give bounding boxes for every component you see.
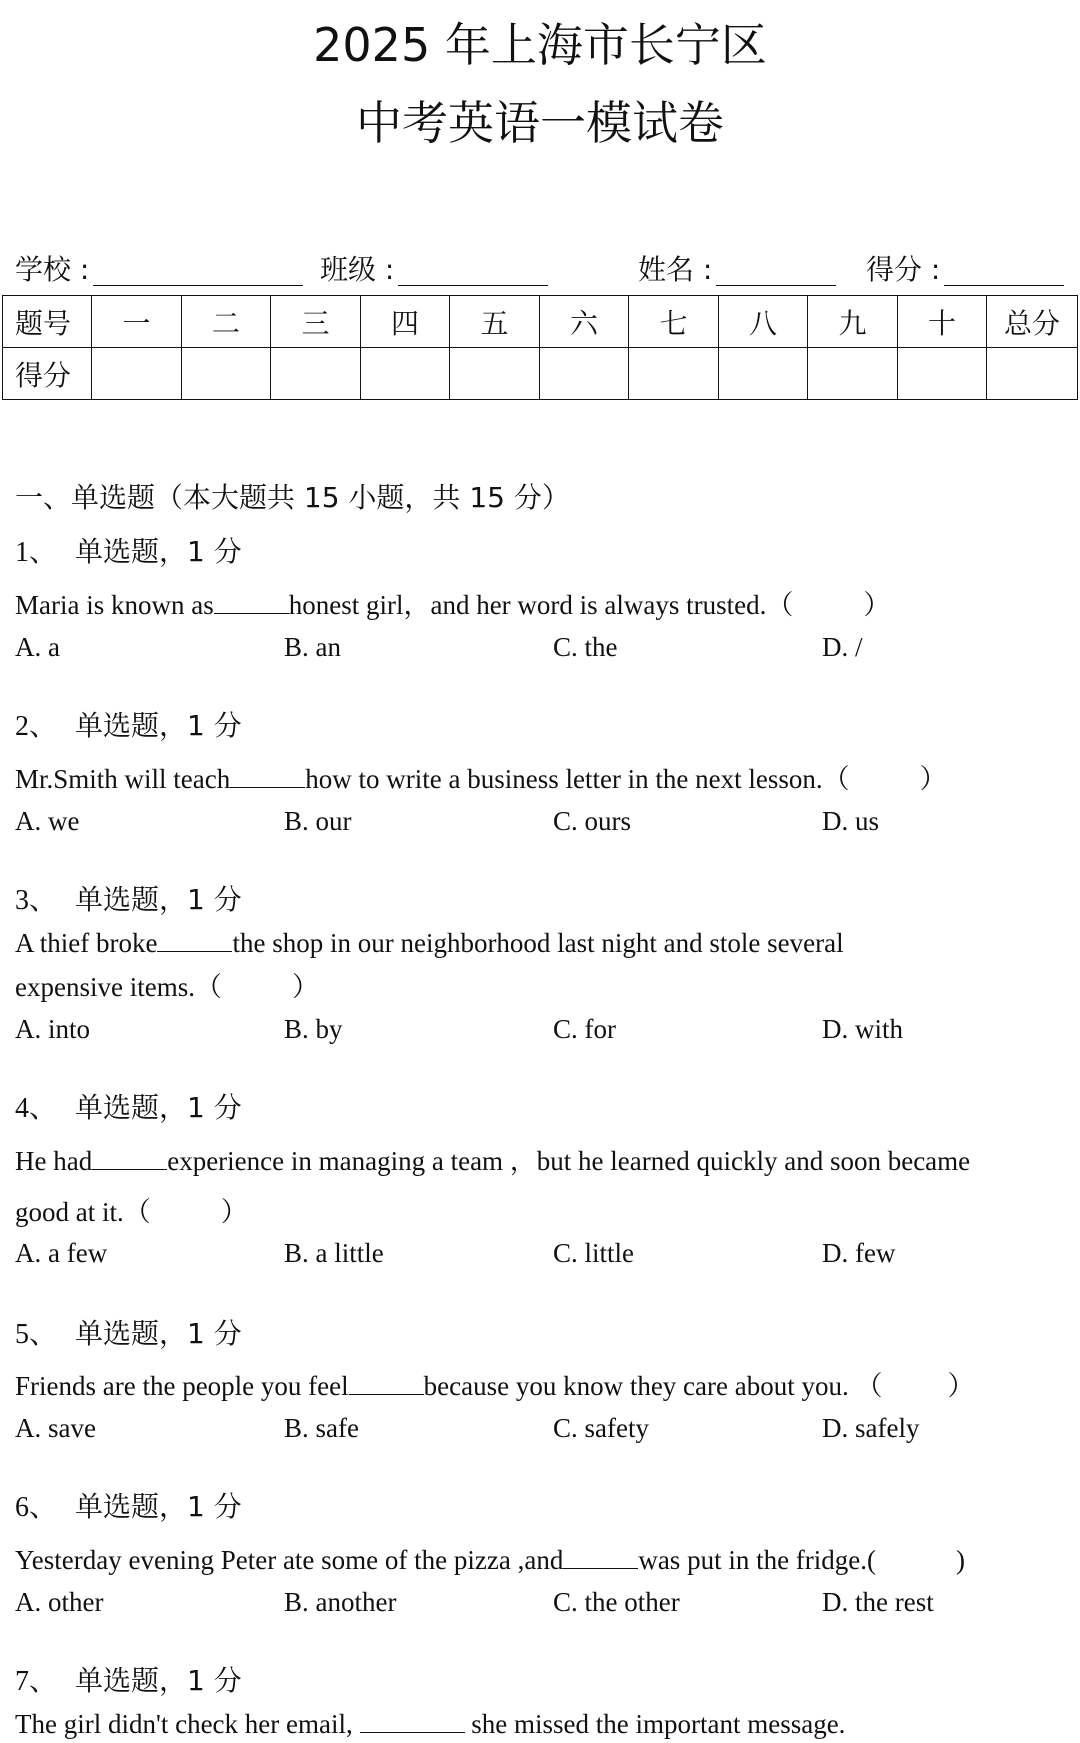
question-number: 4、 [15,1093,58,1124]
stem-text: ） [291,972,319,1002]
answer-blank[interactable] [92,1145,167,1170]
exam-title-line1: 2025 年上海市长宁区 [313,18,767,72]
option-d[interactable]: D. / [822,632,863,662]
option-a[interactable]: A. into [15,1014,91,1044]
question-type: 单选题，1 分 [75,1091,242,1124]
question-type: 单选题，1 分 [75,883,242,916]
answer-blank[interactable] [230,763,305,788]
question-7-header [15,1663,242,1700]
question-4-stem-line2 [15,1195,248,1229]
stem-text: Mr.Smith will teach [15,764,231,794]
school-label: 学校 : [15,253,90,286]
option-b[interactable]: B. an [284,632,341,662]
stem-text: expensive items.（ [15,972,222,1002]
question-2-stem [15,762,947,796]
stem-text: ） [947,1371,975,1401]
stem-text: Maria is known as [15,590,214,620]
stem-text: she missed the important message. [471,1709,846,1739]
score-table-header-cell: 十 [898,296,987,348]
stem-text: was put in the fridge.( [638,1545,877,1575]
option-a[interactable]: A. a few [15,1238,108,1268]
score-table-header-cell: 六 [540,296,629,348]
question-5-header [15,1316,242,1353]
option-a[interactable]: A. a [15,632,60,662]
question-type: 单选题，1 分 [75,535,242,568]
question-type: 单选题，1 分 [75,1490,242,1523]
option-b[interactable]: B. a little [284,1238,384,1268]
score-table-header-cell: 二 [182,296,271,348]
question-number: 7、 [15,1666,58,1697]
score-cell[interactable] [629,348,719,400]
answer-blank[interactable] [360,1708,465,1733]
score-row-label: 得分 [3,348,92,400]
score-cell[interactable] [361,348,450,400]
score-table-header-cell: 五 [450,296,540,348]
option-d[interactable]: D. few [822,1238,896,1268]
score-cell[interactable] [719,348,808,400]
option-d[interactable]: D. with [822,1014,903,1044]
score-table-header-cell: 七 [629,296,719,348]
score-table-header-cell: 九 [808,296,898,348]
stem-text: ） [919,764,947,794]
option-a[interactable]: A. save [15,1413,96,1443]
stem-text: ） [220,1197,248,1227]
answer-blank[interactable] [157,927,232,952]
question-6-header [15,1489,242,1526]
score-cell[interactable] [987,348,1078,400]
stem-text: good at it.（ [15,1197,151,1227]
option-c[interactable]: C. for [553,1014,616,1044]
stem-text: ） [863,590,891,620]
option-c[interactable]: C. the other [553,1587,680,1617]
question-type: 单选题，1 分 [75,1317,242,1350]
question-3-stem-line1 [15,926,844,960]
student-info-row [0,252,1080,292]
score-table [2,295,1078,400]
answer-blank[interactable] [349,1370,424,1395]
option-b[interactable]: B. safe [284,1413,359,1443]
option-b[interactable]: B. by [284,1014,343,1044]
score-label: 得分 : [866,253,941,286]
score-cell[interactable] [271,348,361,400]
class-label: 班级 : [320,253,395,286]
option-a[interactable]: A. we [15,806,80,836]
question-number: 5、 [15,1319,58,1350]
question-4-stem-line1 [15,1144,970,1178]
stem-text: Friends are the people you feel [15,1371,349,1401]
score-field-line[interactable] [944,285,1064,286]
score-table-header-cell: 一 [92,296,182,348]
stem-text: how to write a business letter in the next lesson.（ [305,764,850,794]
question-3-header [15,882,242,919]
option-d[interactable]: D. us [822,806,880,836]
school-field-line[interactable] [93,285,303,286]
question-4-header [15,1090,242,1127]
question-number: 2、 [15,711,58,742]
option-c[interactable]: C. little [553,1238,634,1268]
stem-text: the shop in our neighborhood last night and stole several [232,928,844,958]
option-c[interactable]: C. safety [553,1413,649,1443]
score-cell[interactable] [182,348,271,400]
question-number: 3、 [15,885,58,916]
answer-blank[interactable] [214,589,289,614]
question-1-header [15,534,242,571]
score-table-header-cell: 八 [719,296,808,348]
score-cell[interactable] [92,348,182,400]
score-table-header-row [3,296,1078,348]
option-a[interactable]: A. other [15,1587,104,1617]
option-c[interactable]: C. the [553,632,618,662]
question-3-stem-line2 [15,970,319,1004]
option-b[interactable]: B. another [284,1587,397,1617]
question-type: 单选题，1 分 [75,1664,242,1697]
stem-text: because you know they care about you. （ [423,1371,883,1401]
class-field-line[interactable] [398,285,548,286]
score-cell[interactable] [898,348,987,400]
stem-text: honest girl，and her word is always trusted.（ [288,590,794,620]
question-5-stem [15,1369,974,1403]
exam-title-line2: 中考英语一模试卷 [356,96,724,150]
score-cell[interactable] [540,348,629,400]
question-type: 单选题，1 分 [75,709,242,742]
question-1-stem [15,588,890,622]
score-table-header-cell: 三 [271,296,361,348]
score-cell[interactable] [450,348,540,400]
stem-text: experience in managing a team ，but he learned quickly and soon became [167,1146,971,1176]
option-c[interactable]: C. ours [553,806,632,836]
question-7-stem [15,1707,845,1741]
name-field-line[interactable] [716,285,836,286]
score-table-header-cell: 题号 [3,296,92,348]
score-table-header-cell: 总分 [987,296,1078,348]
score-table-score-row [3,348,1078,400]
section-heading: 一、单选题（本大题共 15 小题，共 15 分） [15,481,570,514]
stem-text: A thief broke [15,928,158,958]
option-b[interactable]: B. our [284,806,352,836]
stem-text: The girl didn't check her email, [15,1709,353,1739]
option-d[interactable]: D. safely [822,1413,920,1443]
question-2-header [15,708,242,745]
option-d[interactable]: D. the rest [822,1587,934,1617]
score-table-header-cell: 四 [361,296,450,348]
stem-text: He had [15,1146,93,1176]
stem-text: Yesterday evening Peter ate some of the pizza ,and [15,1545,564,1575]
stem-text: ) [956,1545,966,1575]
answer-blank[interactable] [563,1544,638,1569]
score-cell[interactable] [808,348,898,400]
name-label: 姓名 : [638,253,713,286]
question-number: 6、 [15,1492,58,1523]
question-6-stem [15,1543,965,1577]
question-number: 1、 [15,537,58,568]
